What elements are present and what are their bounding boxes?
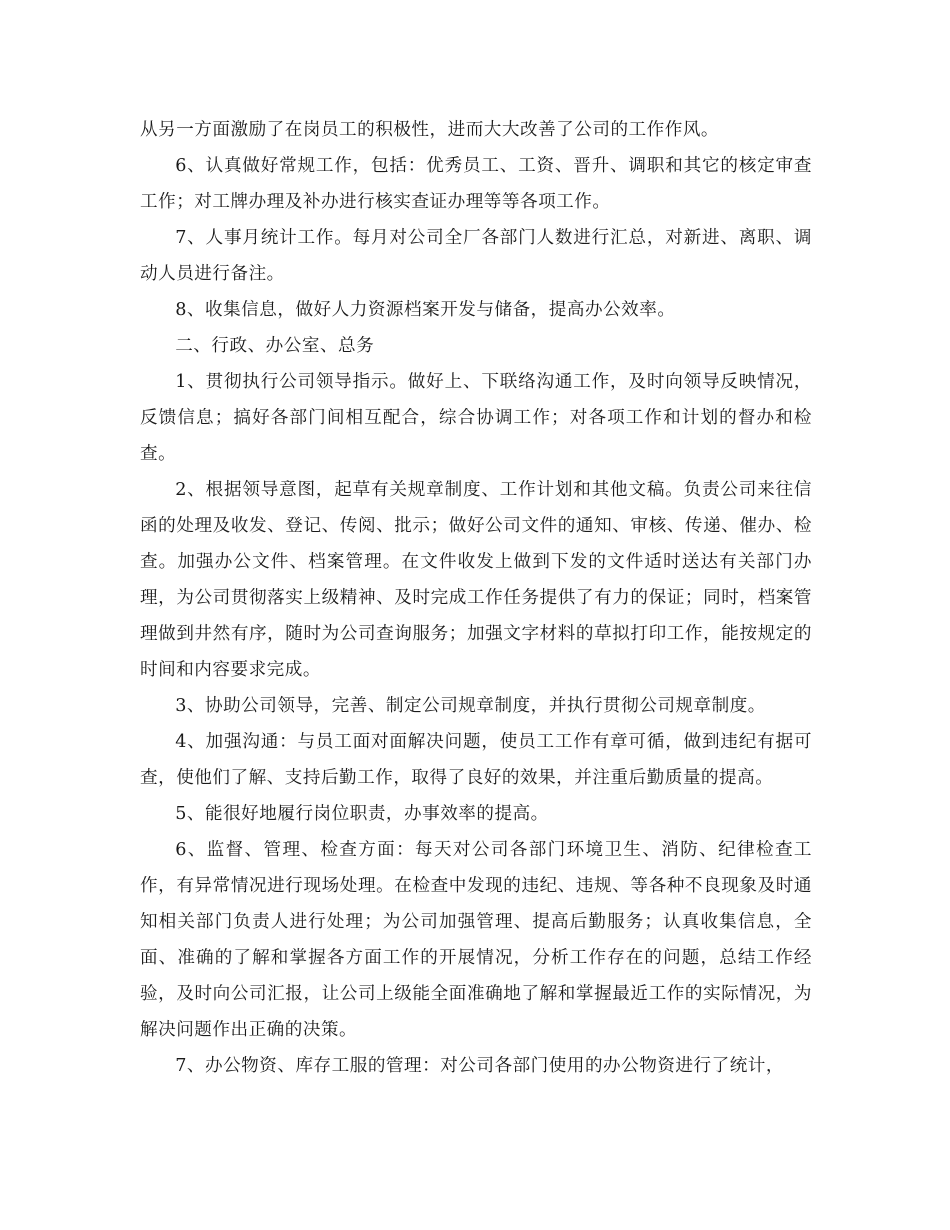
paragraph-10: 6、监督、管理、检查方面：每天对公司各部门环境卫生、消防、纪律检查工作，有异常情况进行现场处理。在检查中发现的违纪、违规、等各种不良现象及时通知相关部门负责人进行处理；为公司加强管理、提高后勤服务；认真收集信息，全面、准确的了解和掌握各方面工作的开展情况，分析工作存在的问题，总结工作经验，及时向公司汇报，让公司上级能全面准确地了解和掌握最近工作的实际情况，为解决问题作出正确的决策。 — [140, 840, 812, 1040]
paragraph-5: 1、贯彻执行公司领导指示。做好上、下联络沟通工作，及时向领导反映情况，反馈信息；搞好各部门间相互配合，综合协调工作；对各项工作和计划的督办和检查。 — [140, 372, 812, 464]
paragraph-9: 5、能很好地履行岗位职责，办事效率的提高。 — [175, 804, 549, 824]
paragraph-3: 8、收集信息，做好人力资源档案开发与储备，提高办公效率。 — [175, 300, 676, 320]
paragraph-2: 7、人事月统计工作。每月对公司全厂各部门人数进行汇总，对新进、离职、调动人员进行备注。 — [140, 228, 812, 284]
document-body — [140, 112, 812, 1084]
section-heading: 二、行政、办公室、总务 — [175, 336, 375, 356]
paragraph-8: 4、加强沟通：与员工面对面解决问题，使员工工作有章可循，做到违纪有据可查，使他们了解、支持后勤工作，取得了良好的效果，并注重后勤质量的提高。 — [140, 732, 812, 788]
paragraph-6: 2、根据领导意图，起草有关规章制度、工作计划和其他文稿。负责公司来往信函的处理及收发、登记、传阅、批示；做好公司文件的通知、审核、传递、催办、检查。加强办公文件、档案管理。在文件收发上做到下发的文件适时送达有关部门办理，为公司贯彻落实上级精神、及时完成工作任务提供了有力的保证；同时，档案管理做到井然有序，随时为公司查询服务；加强文字材料的草拟打印工作，能按规定的时间和内容要求完成。 — [140, 480, 812, 680]
paragraph-11: 7、办公物资、库存工服的管理：对公司各部门使用的办公物资进行了统计， — [175, 1056, 784, 1076]
paragraph-7: 3、协助公司领导，完善、制定公司规章制度，并执行贯彻公司规章制度。 — [175, 696, 766, 716]
paragraph-0: 从另一方面激励了在岗员工的积极性，进而大大改善了公司的工作作风。 — [140, 120, 720, 140]
paragraph-1: 6、认真做好常规工作，包括：优秀员工、工资、晋升、调职和其它的核定审查工作；对工牌办理及补办进行核实查证办理等等各项工作。 — [140, 156, 812, 212]
